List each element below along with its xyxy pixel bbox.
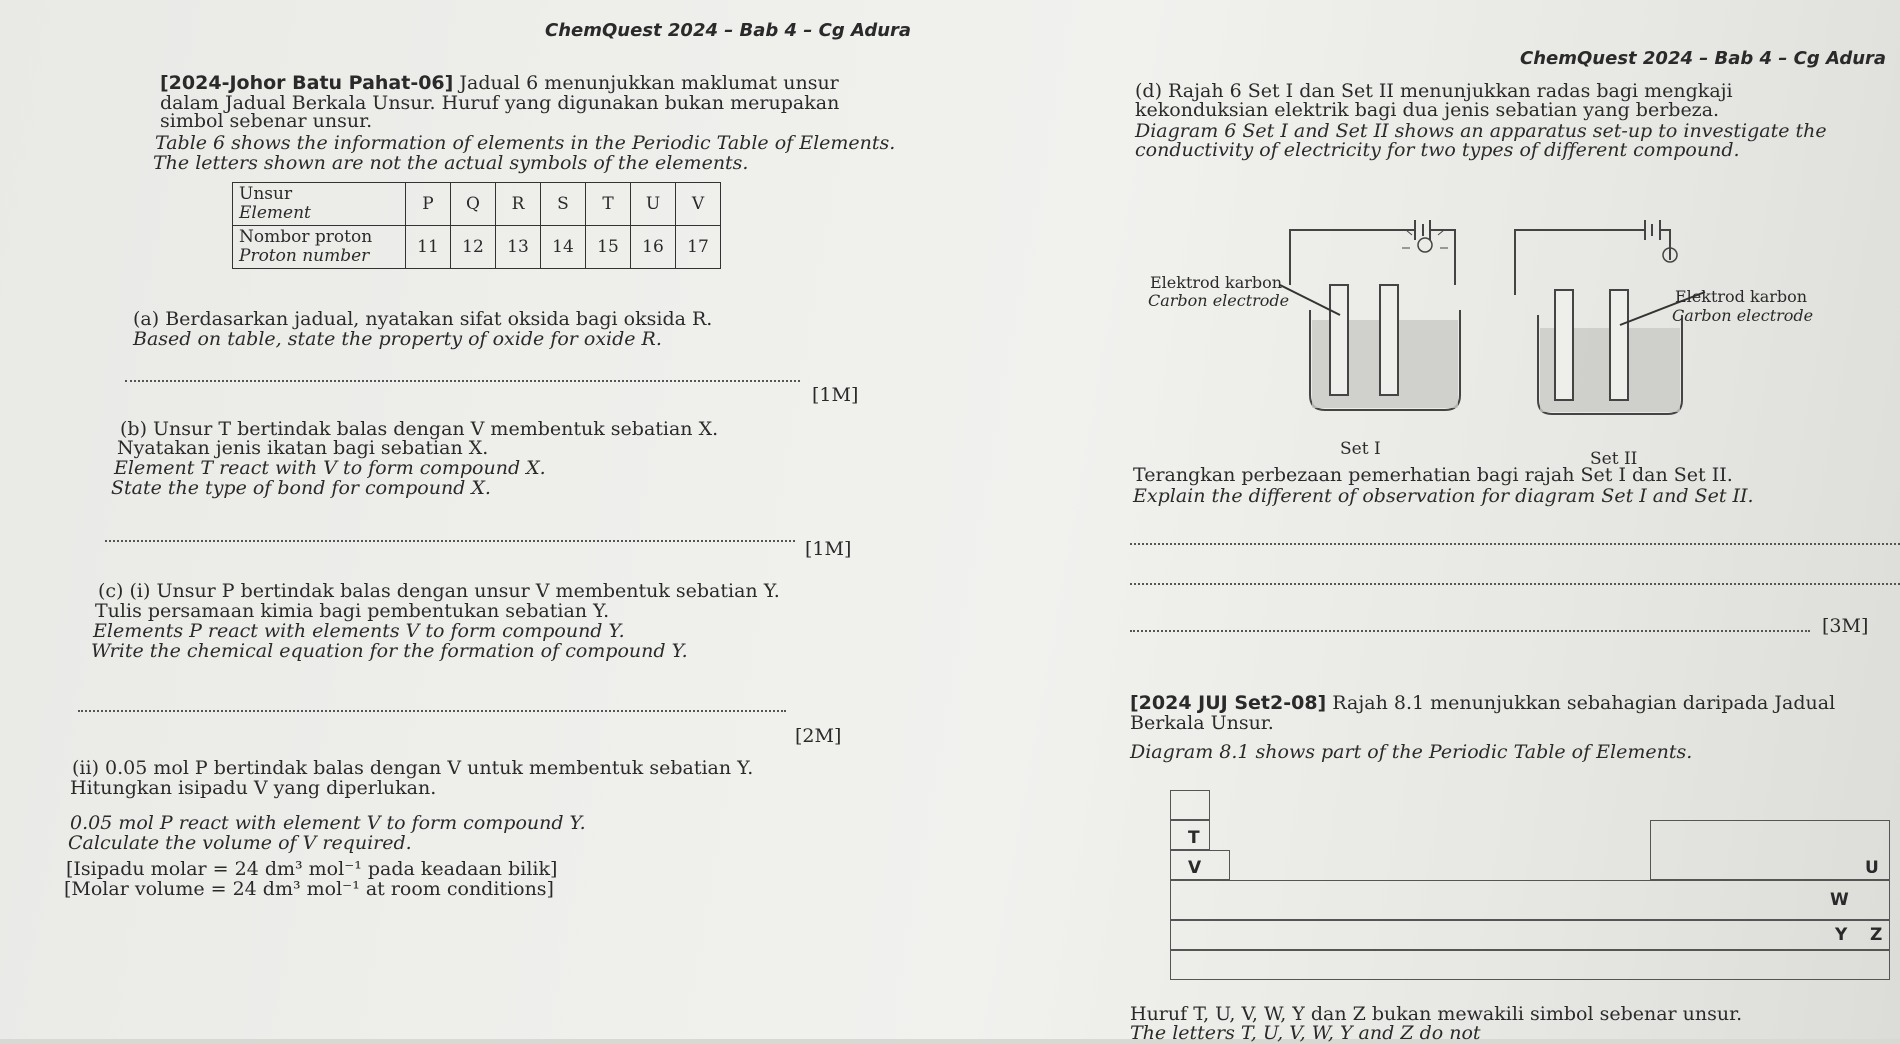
pt-label-z: Z — [1870, 925, 1883, 945]
table-header-element — [233, 183, 406, 226]
pt-label-w: W — [1830, 890, 1849, 910]
answer-line-c[interactable] — [78, 710, 786, 712]
question-d-en-1: Diagram 6 Set I and Set II shows an apparatus set-up to investigate the — [1135, 120, 1827, 142]
answer-line-d-3[interactable] — [1130, 630, 1810, 632]
question-8-line-1 — [1130, 692, 1835, 714]
mark-b: [1M] — [805, 538, 852, 560]
electrode-label-right-ms: Elektrod karbon — [1675, 287, 1808, 306]
table-cell-number: 16 — [631, 226, 676, 269]
intro-ms-3: simbol sebenar unsur. — [160, 110, 373, 132]
table-cell-number: 14 — [541, 226, 586, 269]
table-label-element: Element — [239, 203, 311, 223]
set-1-label: Set I — [1340, 439, 1381, 459]
question-c-en-1: Elements P react with elements V to form compound Y. — [93, 620, 625, 642]
table-cell-number: 11 — [406, 226, 451, 269]
pt-row — [1170, 880, 1890, 920]
table-cell-letter: U — [631, 183, 676, 226]
question-cii-ms-2: Hitungkan isipadu V yang diperlukan. — [70, 777, 437, 799]
intro-en-1: Table 6 shows the information of elements in the Periodic Table of Elements. — [155, 132, 896, 154]
table-label-nombor-proton: Nombor proton — [239, 227, 373, 247]
mark-d: [3M] — [1822, 615, 1869, 637]
answer-line-b[interactable] — [105, 540, 795, 542]
question-8-ms-1: Rajah 8.1 menunjukkan sebahagian daripada Jadual — [1332, 692, 1836, 714]
table-cell-letter: T — [586, 183, 631, 226]
table-row-element — [233, 183, 721, 226]
intro-en-2: The letters shown are not the actual symbols of the elements. — [153, 152, 749, 174]
intro-line-1 — [160, 72, 839, 94]
pt-label-y: Y — [1835, 925, 1848, 945]
carbon-electrode — [1330, 285, 1348, 395]
table-cell-number: 12 — [451, 226, 496, 269]
question-a-en: Based on table, state the property of oxide for oxide R. — [133, 328, 662, 350]
pt-label-t: T — [1188, 828, 1200, 848]
table-header-proton — [233, 226, 406, 269]
pt-cell — [1170, 790, 1210, 820]
table-row-proton — [233, 226, 721, 269]
table-cell-letter: P — [406, 183, 451, 226]
question-8-ms-2: Berkala Unsur. — [1130, 712, 1274, 734]
mark-c: [2M] — [795, 725, 842, 747]
question-b-ms-2: Nyatakan jenis ikatan bagi sebatian X. — [117, 437, 489, 459]
intro-ms-1: Jadual 6 menunjukkan maklumat unsur — [459, 72, 839, 94]
mark-a: [1M] — [812, 384, 859, 406]
electrode-label-left-en: Carbon electrode — [1148, 291, 1290, 310]
set-1-apparatus — [1280, 220, 1460, 410]
pt-row — [1170, 950, 1890, 980]
question-cii-ms-1: (ii) 0.05 mol P bertindak balas dengan V untuk membentuk sebatian Y. — [72, 757, 754, 779]
table-cell-number: 17 — [676, 226, 721, 269]
question-d-ms-2: kekonduksian elektrik bagi dua jenis sebatian yang berbeza. — [1135, 99, 1720, 121]
question-8-source: [2024 JUJ Set2-08] — [1130, 692, 1327, 714]
question-b-en-1: Element T react with V to form compound X. — [114, 457, 546, 479]
question-c-ms-2: Tulis persamaan kimia bagi pembentukan sebatian Y. — [95, 600, 610, 622]
question-d-ms-1: (d) Rajah 6 Set I dan Set II menunjukkan radas bagi mengkaji — [1135, 80, 1733, 102]
table-label-unsur: Unsur — [239, 184, 293, 204]
question-d-q-en: Explain the different of observation for diagram Set I and Set II. — [1133, 485, 1754, 507]
answer-line-d-1[interactable] — [1130, 543, 1900, 545]
question-b-en-2: State the type of bond for compound X. — [111, 477, 491, 499]
conductivity-apparatus-diagram — [1090, 200, 1900, 460]
pt-label-u: U — [1865, 858, 1879, 878]
footer-en: The letters T, U, V, W, Y and Z do not — [1130, 1022, 1481, 1044]
element-table — [232, 182, 721, 269]
question-c-ms-1: (c) (i) Unsur P bertindak balas dengan unsur V membentuk sebatian Y. — [98, 580, 780, 602]
table-cell-number: 15 — [586, 226, 631, 269]
answer-line-a[interactable] — [125, 380, 800, 382]
table-cell-letter: Q — [451, 183, 496, 226]
right-page — [1090, 0, 1900, 1044]
carbon-electrode — [1380, 285, 1398, 395]
right-header: ChemQuest 2024 – Bab 4 – Cg Adura — [1520, 48, 1887, 69]
answer-line-d-2[interactable] — [1130, 583, 1900, 585]
electrode-label-left-ms: Elektrod karbon — [1150, 273, 1283, 292]
bulb-lit-icon — [1402, 230, 1448, 252]
question-cii-en-1: 0.05 mol P react with element V to form compound Y. — [70, 812, 586, 834]
intro-ms-2: dalam Jadual Berkala Unsur. Huruf yang digunakan bukan merupakan — [160, 92, 840, 114]
left-page — [0, 0, 940, 1039]
question-b-ms-1: (b) Unsur T bertindak balas dengan V membentuk sebatian X. — [120, 418, 719, 440]
question-cii-en-2: Calculate the volume of V required. — [68, 832, 412, 854]
set-2-label: Set II — [1590, 449, 1638, 469]
question-8-en: Diagram 8.1 shows part of the Periodic Table of Elements. — [1130, 741, 1693, 763]
table-cell-letter: S — [541, 183, 586, 226]
question-d-en-2: conductivity of electricity for two types of different compound. — [1135, 139, 1740, 161]
left-header: ChemQuest 2024 – Bab 4 – Cg Adura — [545, 20, 912, 41]
table-cell-letter: R — [496, 183, 541, 226]
pt-row — [1170, 920, 1890, 950]
question-a-ms: (a) Berdasarkan jadual, nyatakan sifat oksida bagi oksida R. — [133, 308, 713, 330]
question-source: [2024-Johor Batu Pahat-06] — [160, 72, 454, 94]
table-label-proton-number: Proton number — [239, 246, 370, 266]
table-cell-number: 13 — [496, 226, 541, 269]
pt-block — [1650, 820, 1890, 880]
question-cii-ms-3: [Isipadu molar = 24 dm³ mol⁻¹ pada keadaan bilik] — [66, 858, 558, 880]
carbon-electrode — [1555, 290, 1573, 400]
question-c-en-2: Write the chemical equation for the formation of compound Y. — [91, 640, 688, 662]
table-cell-letter: V — [676, 183, 721, 226]
pt-label-v: V — [1188, 858, 1202, 878]
footer-ms: Huruf T, U, V, W, Y dan Z bukan mewakili simbol sebenar unsur. — [1130, 1003, 1743, 1025]
question-cii-en-3: [Molar volume = 24 dm³ mol⁻¹ at room conditions] — [64, 878, 554, 900]
carbon-electrode — [1610, 290, 1628, 400]
electrode-label-right-en: Carbon electrode — [1672, 306, 1814, 325]
question-d-q-ms: Terangkan perbezaan pemerhatian bagi rajah Set I dan Set II. — [1133, 464, 1733, 486]
